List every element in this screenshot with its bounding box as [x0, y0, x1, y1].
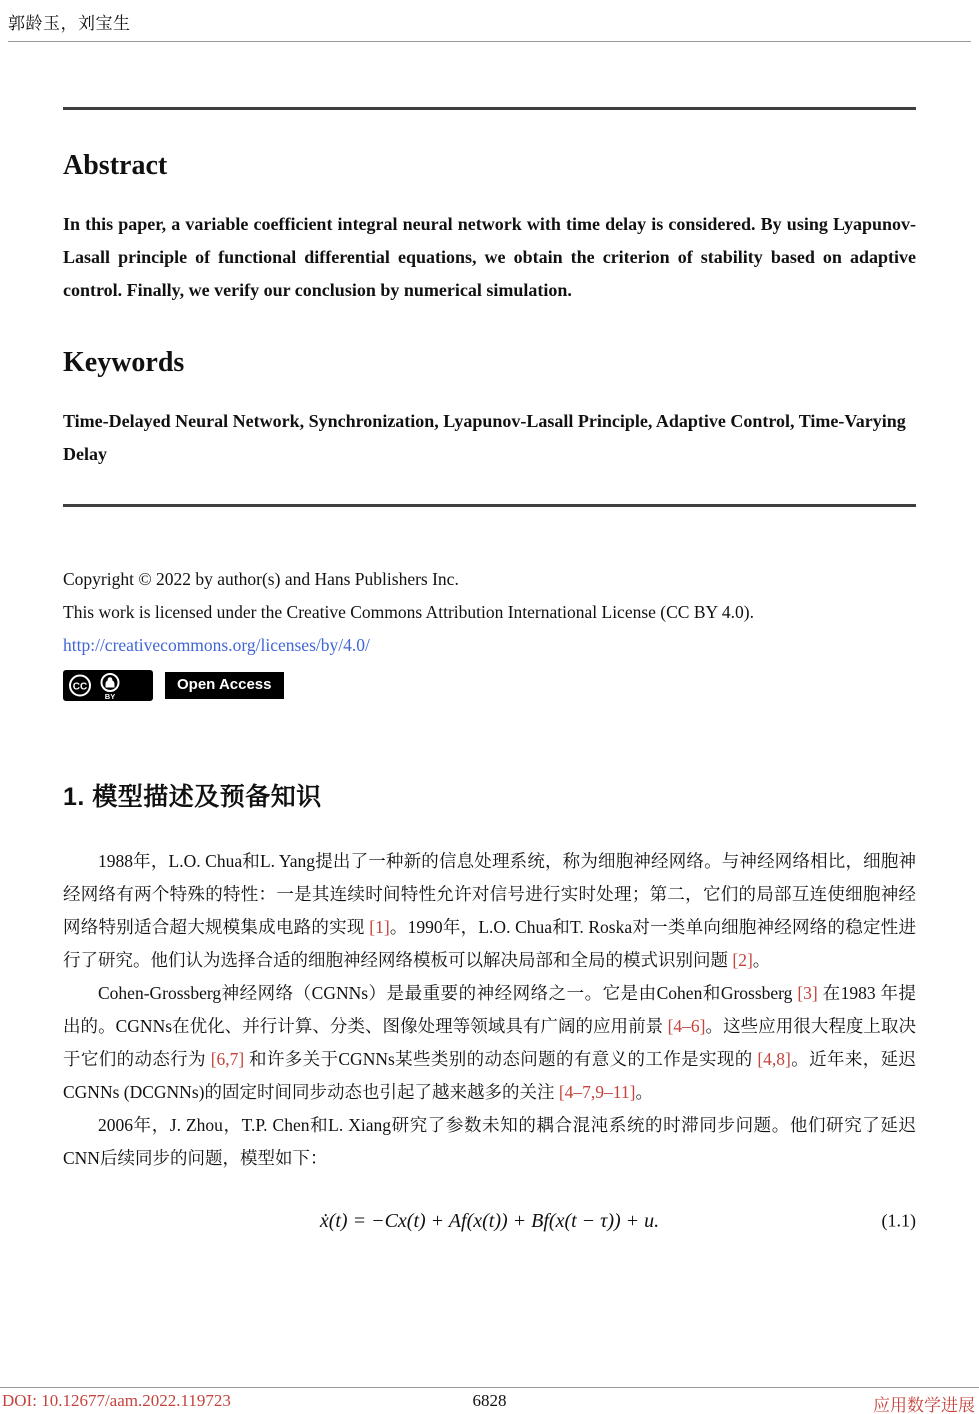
citation-ref[interactable]: [3]: [797, 983, 818, 1003]
citation-ref[interactable]: [4–6]: [667, 1016, 706, 1036]
svg-text:CC: CC: [72, 681, 88, 693]
section-1-paragraph-1: [63, 845, 916, 977]
text-run: 和许多关于CGNNs某些类别的动态问题的有意义的工作是实现的: [244, 1049, 758, 1069]
citation-ref[interactable]: [1]: [369, 917, 390, 937]
footer-page-number: 6828: [472, 1391, 507, 1410]
equation-1-1-number: (1.1): [881, 1210, 916, 1231]
equation-1-1: ẋ(t) = −Cx(t) + Af(x(t)) + Bf(x(t − τ)) + u.: [319, 1209, 660, 1232]
copyright-block: [63, 563, 916, 662]
abstract-top-rule: [63, 107, 916, 110]
abstract-bottom-rule: [63, 504, 916, 507]
text-run: 。1990年，L.O. Chua和T. Roska对一类单向细胞神经网络的稳定性进行了研究。他们认为选择合适的细胞神经网络模板可以解决局部和全局的模式识别问题: [63, 917, 916, 970]
cc-license-link[interactable]: http://creativecommons.org/licenses/by/4.0/: [63, 635, 370, 655]
page-header: [0, 0, 979, 42]
header-authors: 郭龄玉，刘宝生: [8, 14, 131, 33]
svg-text:BY: BY: [104, 692, 116, 701]
text-run: 。: [635, 1082, 653, 1102]
citation-ref[interactable]: [2]: [732, 950, 753, 970]
section-1-paragraph-3: [63, 1109, 916, 1175]
abstract-heading: Abstract: [63, 150, 168, 181]
open-access-badge[interactable]: Open Access: [165, 672, 284, 699]
abstract-text: In this paper, a variable coefficient integral neural network with time delay is considered. By using Lyapunov-Lasall principle of functional differential equations, we obtain the criterion of stability based on adaptive control. Finally, we verify our conclusion by numerical simulation.: [63, 214, 916, 300]
text-run: 在1983 年提出的。CGNNs在优化、并行计算、分类、图像处理等领域具有广阔的应用前景: [63, 983, 917, 1036]
license-badges: [63, 670, 916, 701]
header-divider: [8, 41, 971, 42]
section-1-heading: 1. 模型描述及预备知识: [63, 783, 322, 811]
cc-by-badge-icon[interactable]: [63, 670, 153, 701]
text-run: 。这些应用很大程度上取决于它们的动态行为: [63, 1016, 916, 1069]
text-run: Cohen-Grossberg神经网络（CGNNs）是最重要的神经网络之一。它是由Cohen和Grossberg: [98, 983, 798, 1003]
section-1-paragraph-2: [63, 977, 916, 1109]
copyright-line: Copyright © 2022 by author(s) and Hans Publishers Inc.: [63, 569, 459, 589]
footer-row: [0, 1388, 979, 1414]
equation-1-1-row: [63, 1201, 916, 1241]
text-run: 。: [752, 950, 771, 970]
keywords-heading: Keywords: [63, 347, 185, 378]
footer-journal-name: 应用数学进展: [873, 1396, 975, 1414]
footer-doi[interactable]: DOI: 10.12677/aam.2022.119723: [2, 1391, 231, 1410]
text-run: 1988年，L.O. Chua和L. Yang提出了一种新的信息处理系统，称为细胞神经网络。与神经网络相比，细胞神经网络有两个特殊的特性：一是其连续时间特性允许对信号进行实时处理；第二，它们的局部互连使细胞神经网络特别适合超大规模集成电路的实现: [63, 851, 916, 937]
citation-ref[interactable]: [4,8]: [757, 1049, 791, 1069]
text-run: 2006年，J. Zhou，T.P. Chen和L. Xiang研究了参数未知的耦合混沌系统的时滞同步问题。他们研究了延迟CNN后续同步的问题，模型如下：: [63, 1115, 916, 1168]
citation-ref[interactable]: [6,7]: [210, 1049, 245, 1069]
page-footer: [0, 1387, 979, 1414]
text-run: 。近年来，延迟CGNNs (DCGNNs)的固定时间同步动态也引起了越来越多的关注: [63, 1049, 917, 1102]
license-line: This work is licensed under the Creative Commons Attribution International License (CC BY 4.0).: [63, 602, 754, 622]
page-content: [0, 107, 979, 1241]
keywords-text: Time-Delayed Neural Network, Synchronization, Lyapunov-Lasall Principle, Adaptive Control, Time-Varying Delay: [63, 411, 906, 464]
citation-ref[interactable]: [4–7,9–11]: [558, 1082, 636, 1102]
